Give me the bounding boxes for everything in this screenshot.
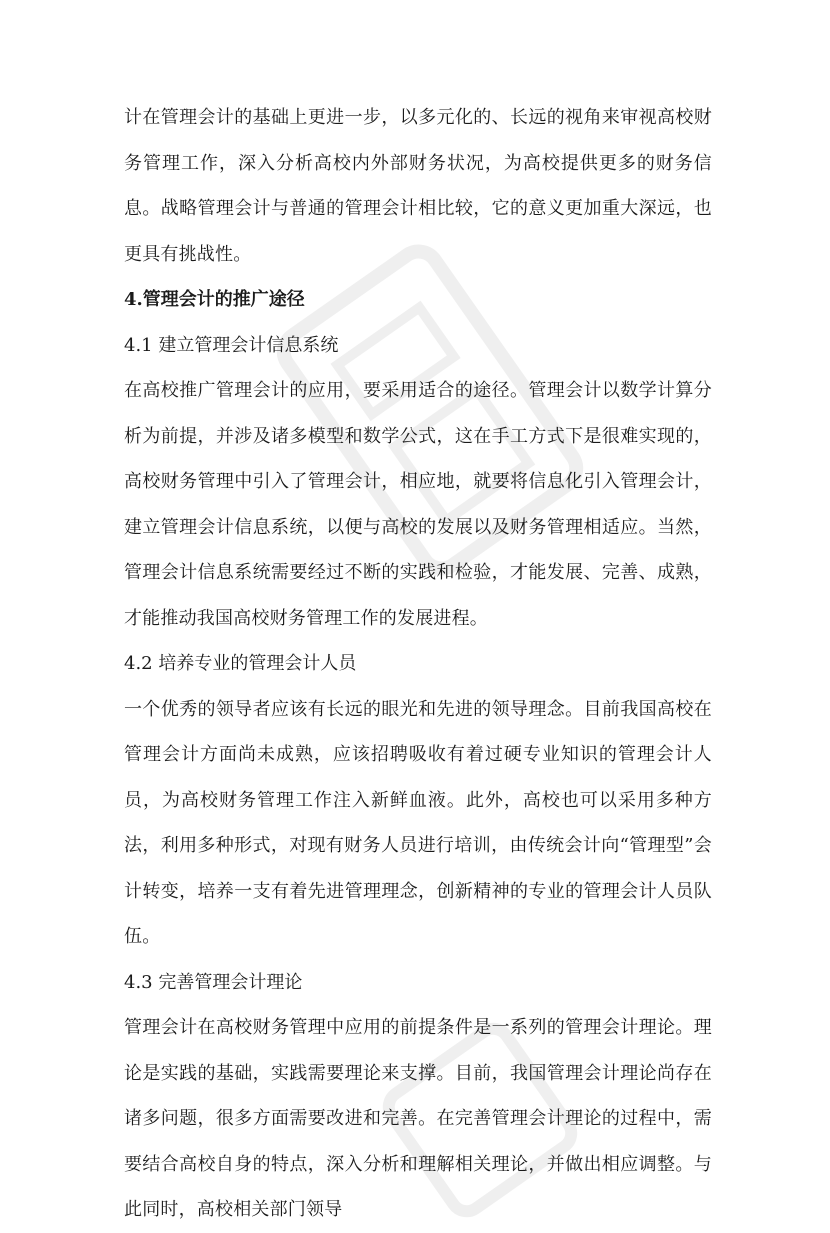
- subsection-heading: 4.2 培养专业的管理会计人员: [124, 653, 357, 674]
- subsection-heading: 4.3 完善管理会计理论: [124, 971, 303, 993]
- paragraph-body: 一个优秀的领导者应该有长远的眼光和先进的领导理念。目前我国高校在管理会计方面尚未成熟，应该招聘吸收有着过硬专业知识的管理会计人员，为高校财务管理工作注入新鲜血液。此外，高校也可以采用多种方法，利用多种形式，对现有财务人员进行培训，由传统会计向“管理型”会计转变，培养一支有着先进管理理念，创新精神的专业的管理会计人员队伍。: [124, 698, 712, 947]
- section-heading: 4.管理会计的推广途径: [124, 289, 305, 310]
- paragraph-intro: 计在管理会计的基础上更进一步，以多元化的、长远的视角来审视高校财务管理工作，深入分析高校内外部财务状况，为高校提供更多的财务信息。战略管理会计与普通的管理会计相比较，它的意义更加重大深远，也更具有挑战性。: [124, 107, 712, 265]
- paragraph-body: 管理会计在高校财务管理中应用的前提条件是一系列的管理会计理论。理论是实践的基础，实践需要理论来支撑。目前，我国管理会计理论尚存在诸多问题，很多方面需要改进和完善。在完善管理会计理论的过程中，需要结合高校自身的特点，深入分析和理解相关理论，并做出相应调整。与此同时，高校相关部门领导: [124, 1017, 712, 1220]
- subsection-heading: 4.1 建立管理会计信息系统: [124, 334, 339, 356]
- paragraph-body: 在高校推广管理会计的应用，要采用适合的途径。管理会计以数学计算分析为前提，并涉及诸多模型和数学公式，这在手工方式下是很难实现的，高校财务管理中引入了管理会计，相应地，就要将信息化引入管理会计，建立管理会计信息系统，以便与高校的发展以及财务管理相适应。当然，管理会计信息系统需要经过不断的实践和检验，才能发展、完善、成熟，才能推动我国高校财务管理工作的发展进程。: [124, 380, 712, 629]
